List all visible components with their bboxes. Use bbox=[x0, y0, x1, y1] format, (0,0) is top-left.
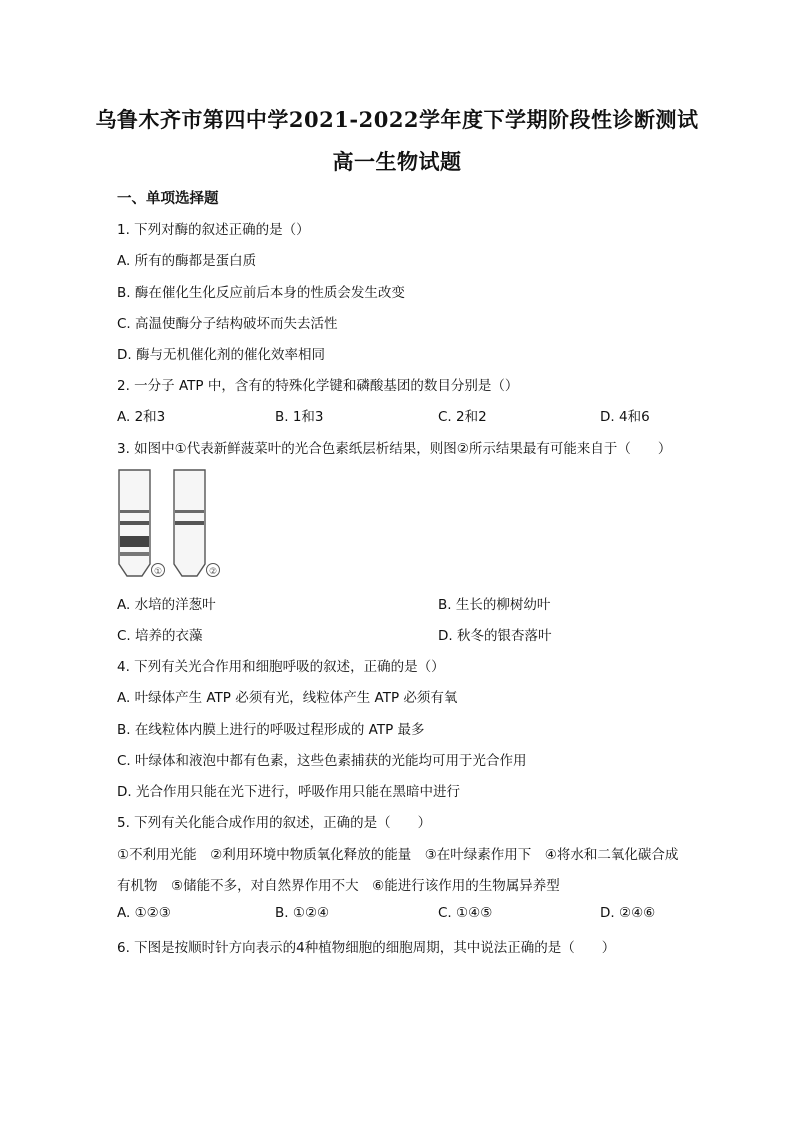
question-4-option-d: D. 光合作用只能在光下进行，呼吸作用只能在黑暗中进行 bbox=[117, 784, 460, 800]
strip-1-band-2 bbox=[120, 521, 149, 525]
strip-1-band-4 bbox=[120, 552, 149, 556]
exam-title: 乌鲁木齐市第四中学2021-2022学年度下学期阶段性诊断测试 bbox=[95, 107, 699, 132]
question-5-stem: 5. 下列有关化能合成作用的叙述，正确的是（ ） bbox=[117, 815, 432, 831]
question-2-option-c: C. 2和2 bbox=[438, 409, 487, 425]
question-3-option-b: B. 生长的柳树幼叶 bbox=[438, 597, 551, 613]
question-5-option-d: D. ②④⑥ bbox=[600, 905, 656, 921]
question-5-option-a: A. ①②③ bbox=[117, 905, 171, 921]
question-5-option-c: C. ①④⑤ bbox=[438, 905, 493, 921]
question-4-option-c: C. 叶绿体和液泡中都有色素，这些色素捕获的光能均可用于光合作用 bbox=[117, 753, 527, 769]
question-5-statements-line-1: ①不利用光能 ②利用环境中物质氧化释放的能量 ③在叶绿素作用下 ④将水和二氧化碳合成 bbox=[117, 847, 679, 863]
section-heading: 一、单项选择题 bbox=[117, 191, 219, 207]
question-3-option-c: C. 培养的衣藻 bbox=[117, 628, 203, 644]
exam-subtitle: 高一生物试题 bbox=[332, 149, 462, 174]
question-1-option-d: D. 酶与无机催化剂的催化效率相同 bbox=[117, 347, 325, 363]
question-4-option-b: B. 在线粒体内膜上进行的呼吸过程形成的 ATP 最多 bbox=[117, 722, 425, 738]
question-6-stem: 6. 下图是按顺时针方向表示的4种植物细胞的细胞周期，其中说法正确的是（ ） bbox=[117, 940, 616, 956]
question-3-option-d: D. 秋冬的银杏落叶 bbox=[438, 628, 552, 644]
strip-2-band-1 bbox=[175, 510, 204, 513]
question-4-stem: 4. 下列有关光合作用和细胞呼吸的叙述，正确的是（） bbox=[117, 659, 445, 675]
question-2-option-d: D. 4和6 bbox=[600, 409, 650, 425]
question-1-option-c: C. 高温使酶分子结构破坏而失去活性 bbox=[117, 316, 338, 332]
question-2-option-a: A. 2和3 bbox=[117, 409, 166, 425]
question-3-stem: 3. 如图中①代表新鲜菠菜叶的光合色素纸层析结果，则图②所示结果最有可能来自于（ ） bbox=[117, 441, 672, 457]
strip-1-band-3 bbox=[120, 536, 149, 547]
figure-label-1: ① bbox=[153, 567, 163, 577]
question-5-statements-line-2: 有机物 ⑤储能不多，对自然界作用不大 ⑥能进行该作用的生物属异养型 bbox=[117, 878, 560, 894]
chromatography-strips-image bbox=[112, 464, 230, 582]
question-5-option-b: B. ①②④ bbox=[275, 905, 330, 921]
question-1-option-b: B. 酶在催化生化反应前后本身的性质会发生改变 bbox=[117, 285, 405, 301]
question-1-option-a: A. 所有的酶都是蛋白质 bbox=[117, 253, 257, 269]
strip-2-band-2 bbox=[175, 521, 204, 525]
question-3-option-a: A. 水培的洋葱叶 bbox=[117, 597, 216, 613]
question-4-option-a: A. 叶绿体产生 ATP 必须有光，线粒体产生 ATP 必须有氧 bbox=[117, 690, 458, 706]
chromatography-figure bbox=[112, 464, 230, 582]
question-2-option-b: B. 1和3 bbox=[275, 409, 324, 425]
question-1-stem: 1. 下列对酶的叙述正确的是（） bbox=[117, 222, 310, 238]
strip-1-band-1 bbox=[120, 510, 149, 513]
figure-label-2: ② bbox=[208, 567, 218, 577]
question-2-stem: 2. 一分子 ATP 中，含有的特殊化学键和磷酸基团的数目分别是（） bbox=[117, 378, 519, 394]
